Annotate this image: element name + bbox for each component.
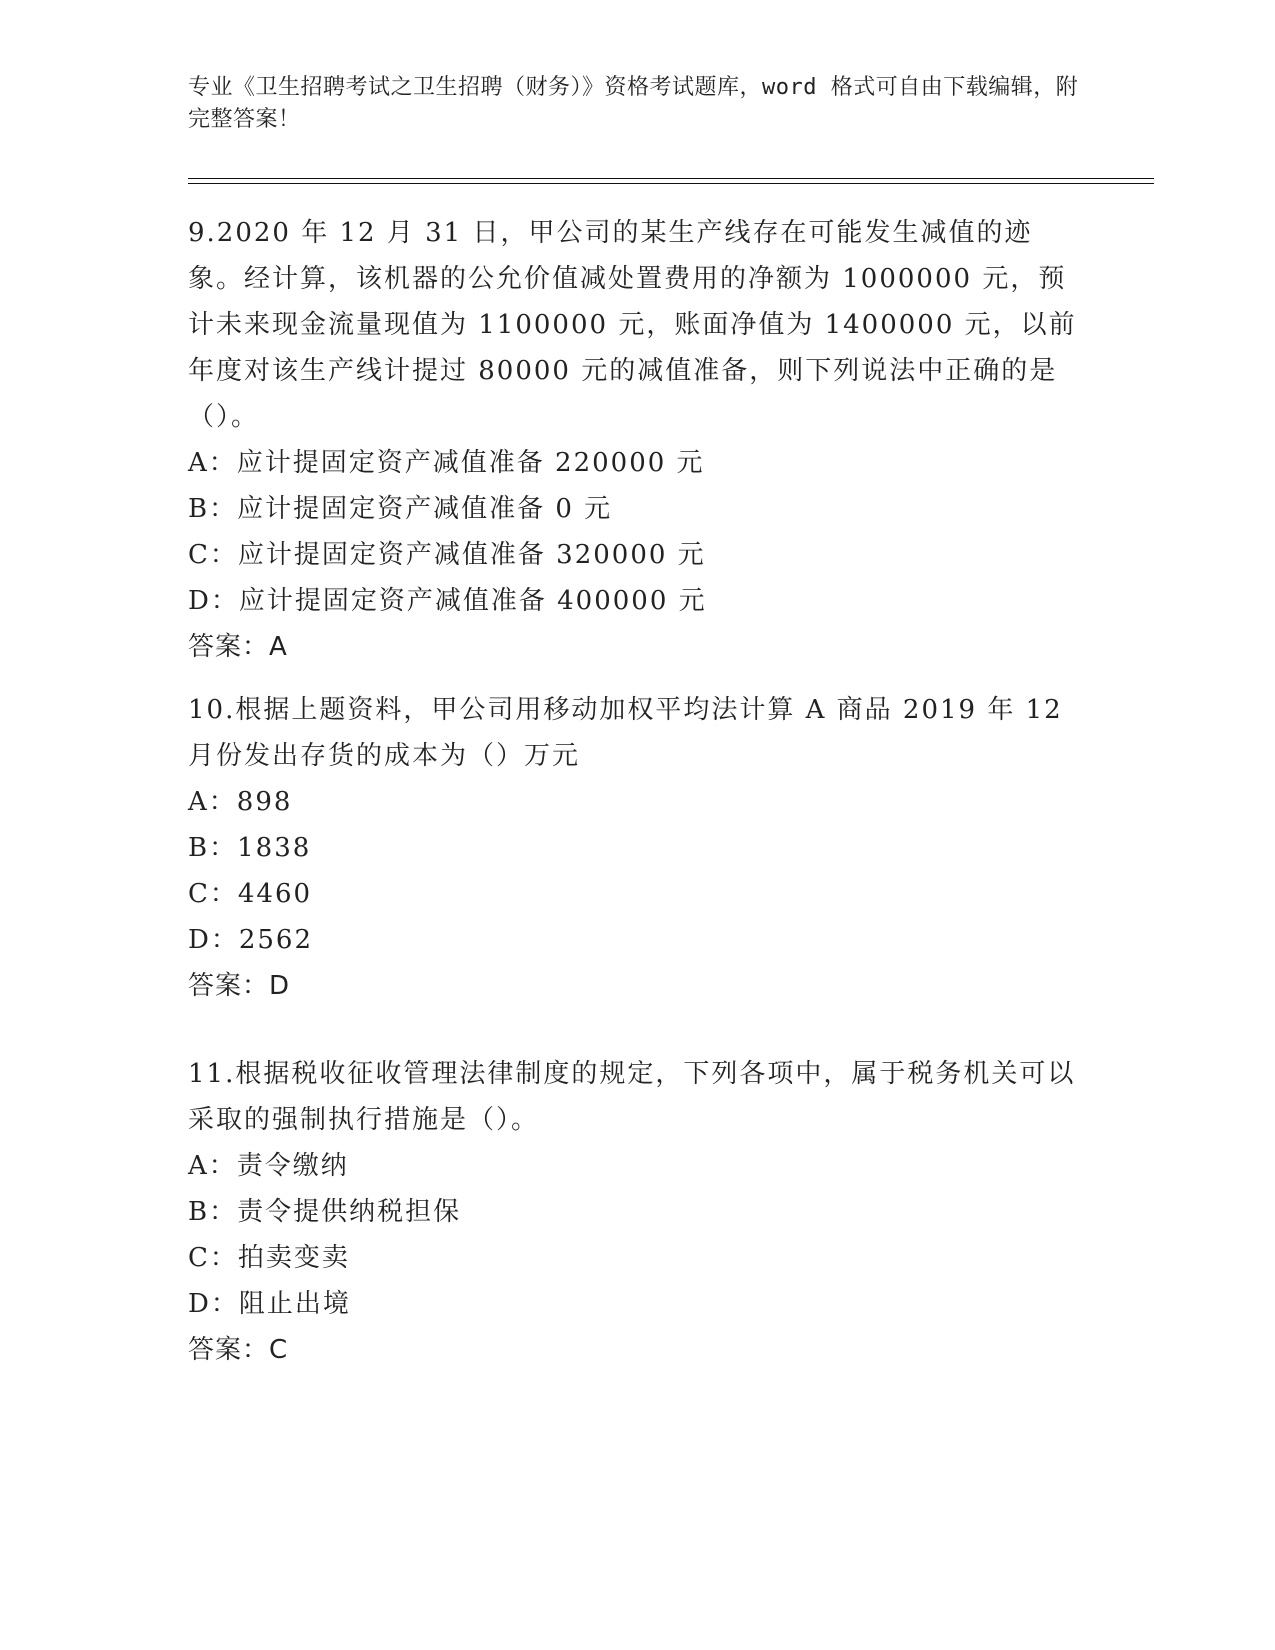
- option-c: C：拍卖变卖: [188, 1243, 350, 1273]
- option-b: B：1838: [188, 833, 312, 863]
- answer-line: 答案：A: [188, 632, 288, 662]
- answer-line: 答案：D: [188, 971, 291, 1001]
- answer-line: 答案：C: [188, 1335, 289, 1365]
- question-9: [188, 210, 1088, 670]
- option-b: B：责令提供纳税担保: [188, 1197, 462, 1227]
- question-stem: 11.根据税收征收管理法律制度的规定，下列各项中，属于税务机关可以采取的强制执行措施是（）。: [188, 1059, 1076, 1135]
- option-a: A：责令缴纳: [188, 1151, 349, 1181]
- question-stem: 9.2020 年 12 月 31 日，甲公司的某生产线存在可能发生减值的迹象。经计算，该机器的公允价值减处置费用的净额为 1000000 元，预计未来现金流量现值为 1100000 元，账面净值为 1400000 元，以前年度对该生产线计提过 80000 元的减值准备，则下列说法中正确的是（）。: [188, 218, 1077, 432]
- option-c: C：应计提固定资产减值准备 320000 元: [188, 540, 706, 570]
- page-header: 专业《卫生招聘考试之卫生招聘（财务）》资格考试题库，word 格式可自由下载编辑，附完整答案！: [188, 75, 1079, 132]
- question-11: [188, 1051, 1088, 1373]
- question-stem: 10.根据上题资料，甲公司用移动加权平均法计算 A 商品 2019 年 12 月份发出存货的成本为（）万元: [188, 695, 1063, 771]
- header-divider-bottom: [188, 183, 1154, 184]
- option-b: B：应计提固定资产减值准备 0 元: [188, 494, 613, 524]
- question-10: [188, 687, 1088, 1009]
- option-c: C：4460: [188, 879, 313, 909]
- option-d: D：应计提固定资产减值准备 400000 元: [188, 586, 707, 616]
- option-d: D：2562: [188, 925, 314, 955]
- header-divider-top: [188, 178, 1154, 179]
- option-d: D：阻止出境: [188, 1289, 351, 1319]
- option-a: A：应计提固定资产减值准备 220000 元: [188, 448, 705, 478]
- option-a: A：898: [188, 787, 293, 817]
